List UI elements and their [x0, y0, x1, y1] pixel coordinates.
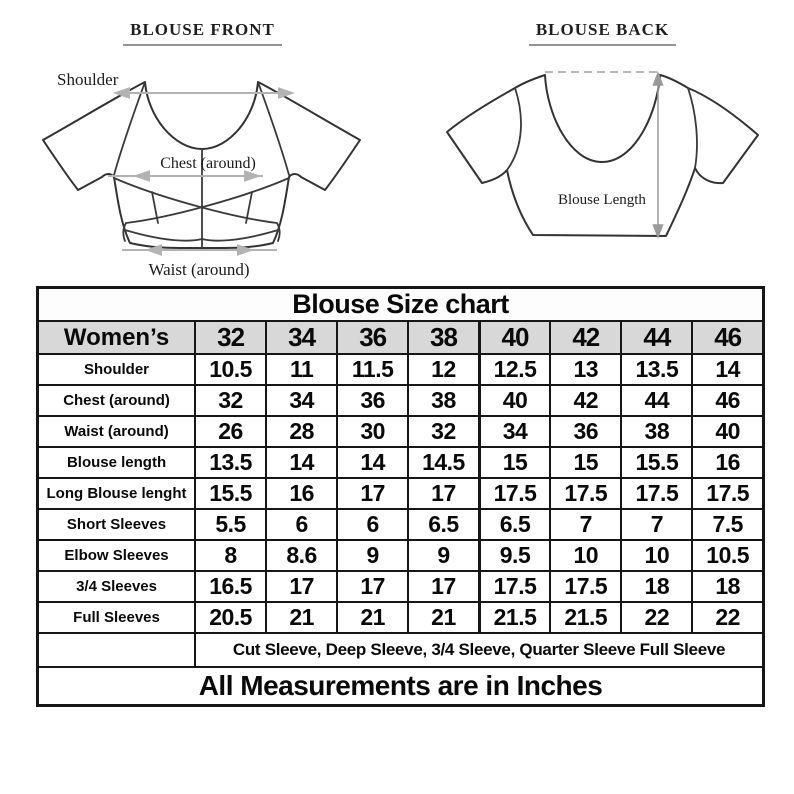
measurement-value: 6.5	[408, 509, 479, 540]
size-column-header: 34	[266, 321, 337, 354]
measurement-value: 13	[550, 354, 621, 385]
measurement-value: 17.5	[550, 571, 621, 602]
measurement-value: 17	[266, 571, 337, 602]
measurement-value: 13.5	[195, 447, 266, 478]
measurement-value: 6.5	[479, 509, 550, 540]
measurement-value: 8.6	[266, 540, 337, 571]
measurement-value: 15.5	[621, 447, 692, 478]
measurement-label: Long Blouse lenght	[38, 478, 196, 509]
measurement-value: 34	[266, 385, 337, 416]
measurement-value: 42	[550, 385, 621, 416]
measurement-value: 18	[692, 571, 763, 602]
sleeve-note: Cut Sleeve, Deep Sleeve, 3/4 Sleeve, Quarter Sleeve Full Sleeve	[195, 633, 763, 667]
measurement-value: 12.5	[479, 354, 550, 385]
measurement-value: 11	[266, 354, 337, 385]
blouse-length-label: Blouse Length	[558, 192, 646, 208]
measurement-value: 7.5	[692, 509, 763, 540]
measurement-value: 44	[621, 385, 692, 416]
measurement-row	[38, 540, 764, 571]
measurement-row	[38, 385, 764, 416]
measurement-value: 11.5	[337, 354, 408, 385]
measurement-value: 22	[692, 602, 763, 633]
size-column-header: 44	[621, 321, 692, 354]
measurement-value: 38	[621, 416, 692, 447]
measurement-value: 9	[337, 540, 408, 571]
measurement-value: 30	[337, 416, 408, 447]
measurement-value: 17	[408, 571, 479, 602]
measurement-value: 14	[337, 447, 408, 478]
measurement-row	[38, 416, 764, 447]
measurement-label: Shoulder	[38, 354, 196, 385]
measurement-value: 40	[692, 416, 763, 447]
measurement-value: 7	[550, 509, 621, 540]
measurement-value: 46	[692, 385, 763, 416]
measurement-value: 13.5	[621, 354, 692, 385]
size-chart-table	[36, 286, 765, 707]
measurement-row	[38, 354, 764, 385]
measurement-value: 21.5	[479, 602, 550, 633]
measurement-value: 9	[408, 540, 479, 571]
measurement-value: 15	[550, 447, 621, 478]
measurement-label: 3/4 Sleeves	[38, 571, 196, 602]
measurement-value: 22	[621, 602, 692, 633]
size-column-header: 46	[692, 321, 763, 354]
measurement-value: 34	[479, 416, 550, 447]
measurement-value: 40	[479, 385, 550, 416]
measurement-value: 5.5	[195, 509, 266, 540]
measurement-value: 16	[266, 478, 337, 509]
waist-label: Waist (around)	[148, 260, 250, 279]
measurement-value: 10	[550, 540, 621, 571]
measurement-value: 17.5	[479, 571, 550, 602]
chart-title: Blouse Size chart	[38, 288, 764, 322]
measurement-value: 20.5	[195, 602, 266, 633]
measurement-value: 17.5	[479, 478, 550, 509]
measurement-value: 21	[337, 602, 408, 633]
blouse-back-title	[430, 20, 775, 46]
womens-header: Women’s	[38, 321, 196, 354]
measurement-value: 16.5	[195, 571, 266, 602]
measurement-value: 17.5	[550, 478, 621, 509]
units-row	[38, 667, 764, 706]
measurement-value: 21	[266, 602, 337, 633]
blouse-back-drawing	[420, 55, 765, 270]
measurement-value: 10	[621, 540, 692, 571]
chart-title-row	[38, 288, 764, 322]
units-note: All Measurements are in Inches	[38, 667, 764, 706]
measurement-value: 36	[550, 416, 621, 447]
measurement-value: 7	[621, 509, 692, 540]
measurement-value: 17.5	[692, 478, 763, 509]
blouse-front-title	[30, 20, 375, 46]
measurement-label: Waist (around)	[38, 416, 196, 447]
measurement-value: 36	[337, 385, 408, 416]
measurement-value: 26	[195, 416, 266, 447]
measurement-value: 21	[408, 602, 479, 633]
measurement-value: 6	[337, 509, 408, 540]
measurement-row	[38, 571, 764, 602]
measurement-row	[38, 602, 764, 633]
measurement-value: 14.5	[408, 447, 479, 478]
measurement-value: 10.5	[692, 540, 763, 571]
measurement-value: 32	[408, 416, 479, 447]
measurement-value: 10.5	[195, 354, 266, 385]
measurement-value: 14	[692, 354, 763, 385]
measurement-value: 17.5	[621, 478, 692, 509]
measurement-value: 17	[337, 571, 408, 602]
shoulder-label: Shoulder	[57, 70, 119, 89]
measurement-value: 9.5	[479, 540, 550, 571]
measurement-value: 15.5	[195, 478, 266, 509]
measurement-value: 18	[621, 571, 692, 602]
size-column-header: 36	[337, 321, 408, 354]
empty-cell	[38, 633, 196, 667]
measurement-value: 15	[479, 447, 550, 478]
measurement-value: 8	[195, 540, 266, 571]
blouse-back-outline	[447, 75, 758, 236]
blouse-front-title-text: BLOUSE FRONT	[123, 20, 282, 46]
measurement-value: 28	[266, 416, 337, 447]
measurement-label: Chest (around)	[38, 385, 196, 416]
measurement-value: 17	[337, 478, 408, 509]
measurement-row	[38, 509, 764, 540]
size-column-header: 38	[408, 321, 479, 354]
measurement-label: Short Sleeves	[38, 509, 196, 540]
size-header-row	[38, 321, 764, 354]
measurement-value: 32	[195, 385, 266, 416]
measurement-value: 6	[266, 509, 337, 540]
measurement-row	[38, 478, 764, 509]
measurement-value: 21.5	[550, 602, 621, 633]
blouse-back-title-text: BLOUSE BACK	[529, 20, 676, 46]
measurement-row	[38, 447, 764, 478]
measurement-label: Full Sleeves	[38, 602, 196, 633]
chest-label: Chest (around)	[160, 155, 256, 172]
measurement-label: Elbow Sleeves	[38, 540, 196, 571]
measurement-value: 16	[692, 447, 763, 478]
measurement-value: 38	[408, 385, 479, 416]
measurement-value: 12	[408, 354, 479, 385]
measurement-value: 14	[266, 447, 337, 478]
sleeve-note-row	[38, 633, 764, 667]
size-column-header: 42	[550, 321, 621, 354]
measurement-value: 17	[408, 478, 479, 509]
size-column-header: 40	[479, 321, 550, 354]
measurement-label: Blouse length	[38, 447, 196, 478]
size-column-header: 32	[195, 321, 266, 354]
